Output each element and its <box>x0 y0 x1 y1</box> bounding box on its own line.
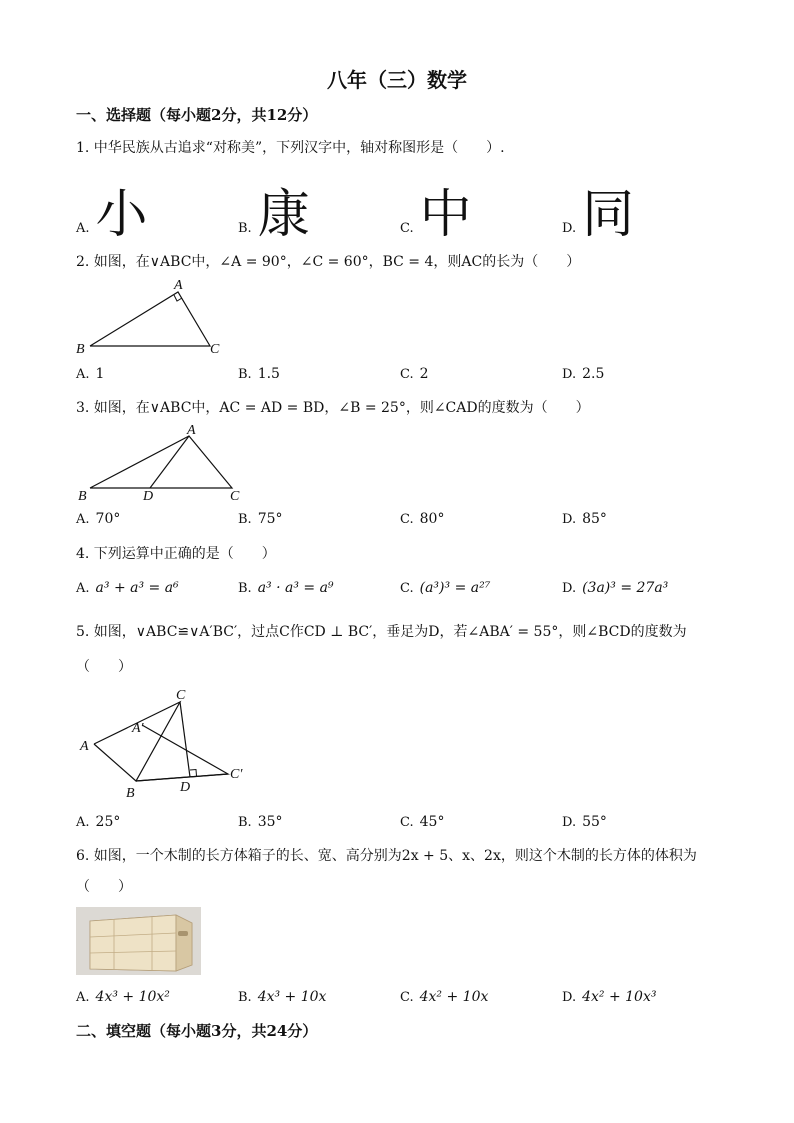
section-heading-fill-in: 二、填空题（每小题3分，共24分） <box>76 1022 318 1040</box>
question-5-stem: 5. 如图，∨ABC≌∨A′BC′，过点C作CD ⊥ BC′，垂足为D，若∠ABA′ = 55°，则∠BCD的度数为 <box>76 624 687 640</box>
question-2-stem: 2. 如图，在∨ABC中，∠A = 90°，∠C = 60°，BC = 4，则AC的长为（ ） <box>76 254 581 270</box>
q1-option-d[interactable]: D. 同 <box>562 185 635 245</box>
q5-label-b: B <box>126 786 135 801</box>
q3-label-d: D <box>143 489 154 504</box>
q4-option-b[interactable]: B. a³ · a³ = a⁹ <box>238 580 334 596</box>
q5-label-a: A <box>80 739 89 754</box>
q6-option-c[interactable]: C. 4x² + 10x <box>400 989 489 1005</box>
q4-option-c[interactable]: C. (a³)³ = a²⁷ <box>400 580 491 596</box>
question-4-stem: 4. 下列运算中正确的是（ ） <box>76 546 276 562</box>
q5-option-c[interactable]: C. 45° <box>400 814 445 830</box>
q2-label-a: A <box>174 278 183 293</box>
q2-label-c: C <box>210 342 220 357</box>
page-title: 八年（三）数学 <box>327 68 467 92</box>
question-6-stem: 6. 如图，一个木制的长方体箱子的长、宽、高分别为2x + 5、x、2x，则这个木制的长方体的体积为 <box>76 848 697 864</box>
q3-label-b: B <box>78 489 87 504</box>
q4-option-d[interactable]: D. (3a)³ = 27a³ <box>562 580 669 596</box>
q3-triangle-figure <box>70 420 260 505</box>
q3-option-b[interactable]: B. 75° <box>238 511 283 527</box>
q3-label-c: C <box>230 489 240 504</box>
q3-label-a: A <box>187 423 196 438</box>
q5-congruent-triangles-figure <box>70 684 260 804</box>
q1-option-c[interactable]: C. 中 <box>400 185 472 245</box>
q2-triangle-figure <box>70 275 240 360</box>
wooden-box-illustration <box>76 907 201 975</box>
q1-option-b[interactable]: B. 康 <box>238 185 310 245</box>
q3-option-d[interactable]: D. 85° <box>562 511 607 527</box>
q3-option-a[interactable]: A. 70° <box>76 511 121 527</box>
q5-label-a-prime: A′ <box>132 721 144 736</box>
question-5-paren: （ ） <box>76 659 132 675</box>
q2-label-b: B <box>76 342 85 357</box>
question-6-paren: （ ） <box>76 879 132 895</box>
q6-option-d[interactable]: D. 4x² + 10x³ <box>562 989 657 1005</box>
question-1-stem: 1. 中华民族从古追求“对称美”，下列汉字中，轴对称图形是（ ）. <box>76 140 505 156</box>
q6-option-b[interactable]: B. 4x³ + 10x <box>238 989 327 1005</box>
q2-option-b[interactable]: B. 1.5 <box>238 366 280 382</box>
section-heading-choice: 一、选择题（每小题2分，共12分） <box>76 106 318 124</box>
q2-option-c[interactable]: C. 2 <box>400 366 429 382</box>
q3-option-c[interactable]: C. 80° <box>400 511 445 527</box>
q5-option-a[interactable]: A. 25° <box>76 814 121 830</box>
q4-option-a[interactable]: A. a³ + a³ = a⁶ <box>76 580 179 596</box>
q6-option-a[interactable]: A. 4x³ + 10x² <box>76 989 170 1005</box>
wooden-box-image <box>76 907 201 975</box>
question-3-stem: 3. 如图，在∨ABC中，AC = AD = BD，∠B = 25°，则∠CAD的度数为（ ） <box>76 400 590 416</box>
q5-label-c: C <box>176 688 186 703</box>
q5-label-d: D <box>180 780 191 795</box>
q2-option-d[interactable]: D. 2.5 <box>562 366 605 382</box>
q1-option-a[interactable]: A. 小 <box>76 185 148 245</box>
q5-option-d[interactable]: D. 55° <box>562 814 607 830</box>
q2-option-a[interactable]: A. 1 <box>76 366 105 382</box>
q5-label-c-prime: C′ <box>230 767 243 782</box>
q5-option-b[interactable]: B. 35° <box>238 814 283 830</box>
